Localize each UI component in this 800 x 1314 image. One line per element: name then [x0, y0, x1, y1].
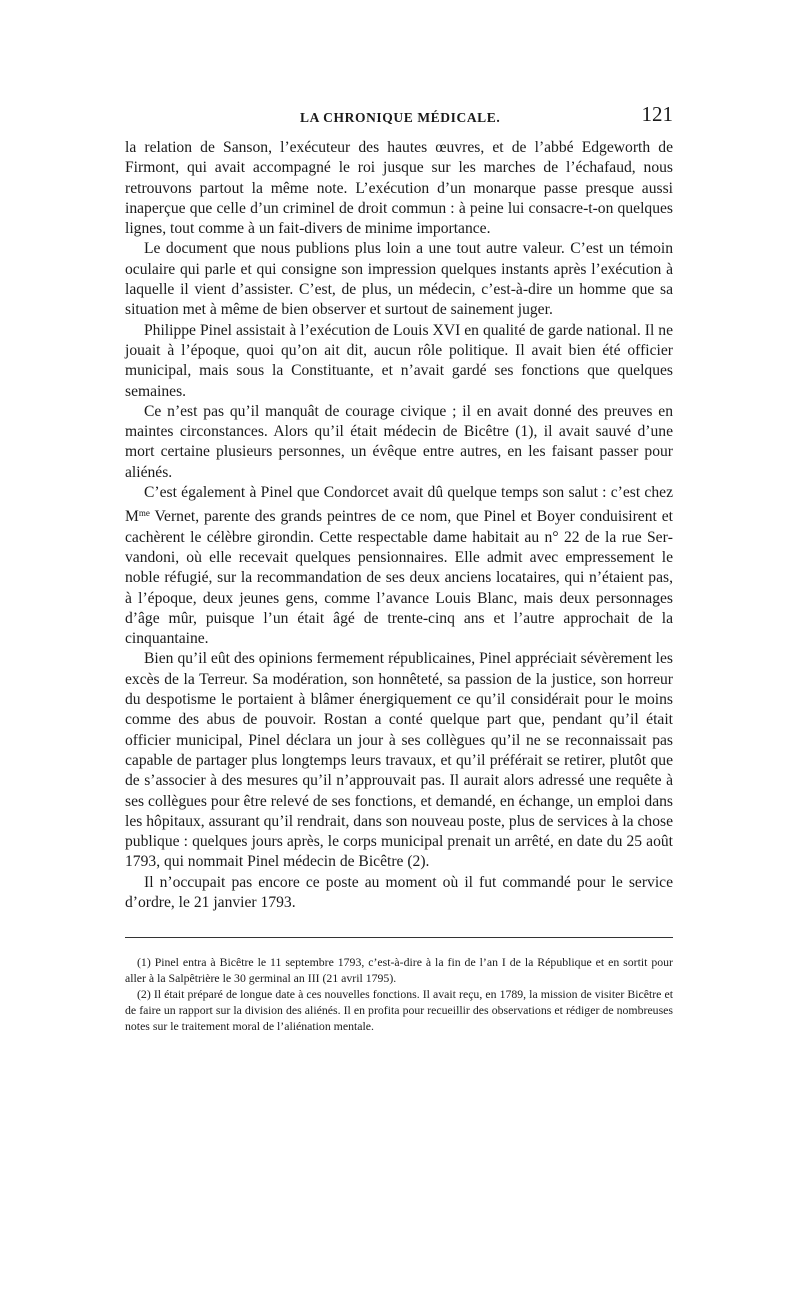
superscript-abbreviation: me: [138, 508, 150, 519]
body-text: [125, 138, 673, 913]
paragraph: Ce n’est pas qu’il manquât de courage civique ; il en avait donné des preuves en maintes circonstances. Alors qu’il était médecin de Bicêtre (1), il avait sauvé d’une mort certaine plusieurs personnes, un évêque entre autres, en les faisant passer pour aliénés.: [125, 402, 673, 481]
paragraph: Bien qu’il eût des opinions fermement républicaines, Pinel appréciait sévèrement les excès de la Terreur. Sa modération, son honnêteté, sa passion de la justice, son horreur du despotisme le portaient à blâmer énergiquement ce qu’il considérait pour le moins comme des abus de pouvoir. Rostan a conté quelque part que, pendant qu’il était officier municipal, Pinel déclara un jour à ses collègues qu’il ne se reconnaissait pas capable de partager plus longtemps leurs travaux, et qu’il préférait se retirer, plutôt que de s’associer à des mesures qu’il n’approuvait pas. Il aurait alors adressé une requête à ses collègues pour être relevé de ses fonctions, et demandé, en échange, un emploi dans les hôpitaux, assurant qu’il rendrait, dans son nouveau poste, plus de services à la chose publique : quelques jours après, le corps municipal prenait un arrêté, en date du 25 août 1793, qui nommait Pinel médecin de Bicêtre (2).: [125, 650, 673, 871]
paragraph: la relation de Sanson, l’exécuteur des hautes œuvres, et de l’abbé Edgeworth de Firmont, qui avait accompagné le roi jusque sur les marches de l’échafaud, nous retrouvons partout la même note. L’exécution d’un monarque passe presque aussi inaperçue que celle d’un criminel de droit commun : à peine lui consacre-t-on quelques lignes, tout comme à un fait-divers de minime importance.: [125, 139, 673, 238]
footnotes: [125, 954, 673, 1034]
page-number: 121: [641, 102, 673, 126]
footnote-2: (2) Il était préparé de longue date à ces nouvelles fonctions. Il avait reçu, en 1789, la mission de visiter Bicêtre et de faire un rapport sur la division des aliénés. Il en profita pour recueillir des observations et rédiger de nombreuses notes sur le traitement moral de l’aliénation mentale.: [125, 987, 673, 1034]
footnote-rule: [125, 937, 673, 938]
paragraph: Il n’occupait pas encore ce poste au moment où il fut commandé pour le service d’ordre, le 21 janvier 1793.: [125, 873, 673, 911]
running-head: [125, 100, 673, 132]
paragraph: Philippe Pinel assistait à l’exécution de Louis XVI en qualité de garde national. Il ne jouait à l’époque, quoi qu’on ait dit, aucun rôle politique. Il avait bien été officier municipal, mais sous la Constituante, et n’avait gardé ses fonctions que quelques semaines.: [125, 321, 673, 400]
book-page: [125, 100, 673, 1034]
paragraph: Le document que nous publions plus loin a une tout autre valeur. C’est un témoin oculaire qui parle et qui consigne son impression quelques instants après l’exécution à laquelle il vient d’assister. C’est, de plus, un médecin, c’est-à-dire un homme que sa situation met à même de bien observer et surtout de sainement juger.: [125, 240, 673, 319]
paragraph: [125, 483, 673, 649]
running-title: LA CHRONIQUE MÉDICALE.: [300, 110, 501, 125]
paragraph-text: Vernet, parente des grands peintres de ce nom, que Pinel et Boyer conduisirent et cachèrent le célèbre girondin. Cette respectable dame habitait au n° 22 de la rue Servandoni, où elle recevait quelques pensionnaires. Elle admit avec empressement le noble réfugié, sur la recommandation de ses deux anciens locataires, qui n’étaient pas, à l’époque, deux jeunes gens, comme l’avance Louis Blanc, mais deux personnages d’âge mûr, puisque l’un était âgé de trente-cinq ans et l’autre approchait de la cinquantaine.: [125, 508, 673, 648]
footnote-1: (1) Pinel entra à Bicêtre le 11 septembre 1793, c’est-à-dire à la fin de l’an I de la République et en sortit pour aller à la Salpêtrière le 30 germinal an III (21 avril 1795).: [125, 955, 673, 986]
paragraph-text: C’est également à Pinel que Condorcet avait dû quelque temps son salut : c’est chez M: [125, 484, 673, 526]
